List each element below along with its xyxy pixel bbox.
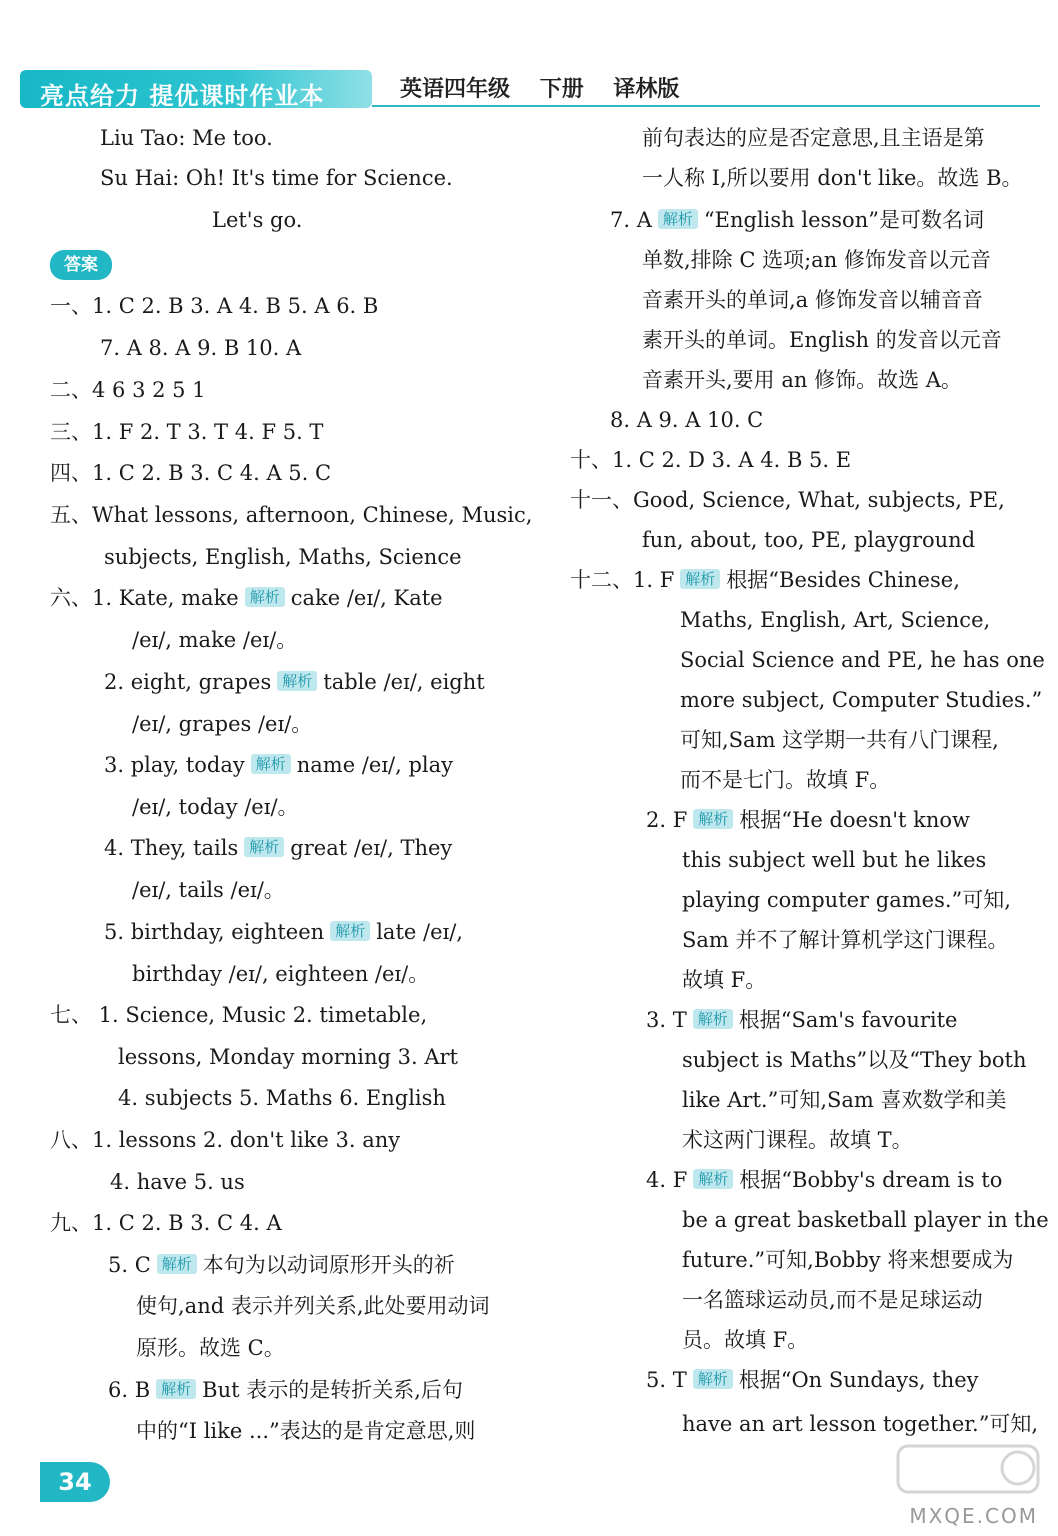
answer-line: 术这两门课程。故填 T。 [682, 1128, 913, 1152]
answer-line: 4. subjects 5. Maths 6. English [118, 1086, 446, 1110]
answer-line: subjects, English, Maths, Science [104, 545, 462, 569]
answer-line: 2. F 解析 根据“He doesn't know [646, 808, 971, 832]
watermark-text: MXQE.COM [909, 1504, 1038, 1528]
answer-line: be a great basketball player in the [682, 1208, 1049, 1232]
answer-line: future.”可知,Bobby 将来想要成为 [682, 1248, 1014, 1272]
answer-line: 3. T 解析 根据“Sam's favourite [646, 1008, 958, 1032]
answer-line: 七、 1. Science, Music 2. timetable, [50, 1003, 428, 1027]
answer-line: /eɪ/, tails /eɪ/。 [132, 878, 285, 902]
answer-line: this subject well but he likes [682, 848, 987, 872]
answer-line: 2. eight, grapes 解析 table /eɪ/, eight [104, 670, 485, 694]
answer-line: 故填 F。 [682, 968, 767, 992]
answer-line: 6. B 解析 But 表示的是转折关系,后句 [108, 1378, 463, 1402]
header-subject: 英语四年级 [400, 77, 511, 102]
answer-line: 六、1. Kate, make 解析 cake /eɪ/, Kate [50, 586, 443, 610]
answer-line: Maths, English, Art, Science, [680, 608, 991, 632]
answer-badge: 答案 [50, 250, 112, 280]
analysis-tag: 解析 [156, 1379, 196, 1399]
answer-line: Sam 并不了解计算机学这门课程。 [682, 928, 1009, 952]
text-line: Let's go. [212, 208, 303, 232]
answer-line: 7. A 解析 “English lesson”是可数名词 [610, 208, 984, 232]
answer-line: birthday /eɪ/, eighteen /eɪ/。 [132, 962, 430, 986]
header-title: 亮点给力 提优课时作业本 [40, 82, 325, 110]
analysis-tag: 解析 [245, 587, 285, 607]
answer-line: 三、1. F 2. T 3. T 4. F 5. T [50, 420, 324, 444]
analysis-tag: 解析 [693, 1369, 733, 1389]
answer-line: 4. F 解析 根据“Bobby's dream is to [646, 1168, 1003, 1192]
analysis-tag: 解析 [693, 1169, 733, 1189]
analysis-tag: 解析 [680, 569, 720, 589]
header-volume: 下册 [539, 77, 584, 102]
answer-line: 3. play, today 解析 name /eɪ/, play [104, 753, 453, 777]
analysis-tag: 解析 [658, 209, 698, 229]
answer-line: 音素开头,要用 an 修饰。故选 A。 [642, 368, 962, 392]
answer-line: 5. T 解析 根据“On Sundays, they [646, 1368, 979, 1392]
answer-line: 5. C 解析 本句为以动词原形开头的祈 [108, 1253, 455, 1277]
answer-line: 可知,Sam 这学期一共有八门课程, [680, 728, 999, 752]
answer-line: 中的“I like ...”表达的是肯定意思,则 [136, 1419, 476, 1443]
answer-line: Social Science and PE, he has one [680, 648, 1045, 672]
analysis-tag: 解析 [251, 754, 291, 774]
answer-line: 4. have 5. us [110, 1170, 245, 1194]
answer-line: 五、What lessons, afternoon, Chinese, Music, [50, 503, 533, 527]
page-number: 34 [40, 1462, 110, 1502]
answer-line: 素开头的单词。English 的发音以元音 [642, 328, 1002, 352]
page-header [0, 0, 1058, 112]
answer-line: 二、4 6 3 2 5 1 [50, 378, 206, 402]
answer-line: 4. They, tails 解析 great /eɪ/, They [104, 836, 453, 860]
answer-line: /eɪ/, make /eɪ/。 [132, 628, 298, 652]
answer-line: 7. A 8. A 9. B 10. A [100, 336, 302, 360]
answer-line: fun, about, too, PE, playground [642, 528, 976, 552]
answer-line: playing computer games.”可知, [682, 888, 1011, 912]
answer-line: 十二、1. F 解析 根据“Besides Chinese, [570, 568, 960, 592]
text-line: Su Hai: Oh! It's time for Science. [100, 166, 453, 190]
analysis-tag: 解析 [244, 837, 284, 857]
answer-line: 十一、Good, Science, What, subjects, PE, [570, 488, 1005, 512]
header-edition: 译林版 [613, 77, 680, 102]
answer-line: lessons, Monday morning 3. Art [118, 1045, 458, 1069]
header-subtitle [400, 72, 701, 103]
header-rule [372, 105, 1040, 107]
answer-line: have an art lesson together.”可知, [682, 1412, 1039, 1436]
answer-line: 8. A 9. A 10. C [610, 408, 764, 432]
answer-line: subject is Maths”以及“They both [682, 1048, 1027, 1072]
answer-line: 使句,and 表示并列关系,此处要用动词 [136, 1294, 490, 1318]
answer-line: 一名篮球运动员,而不是足球运动 [682, 1288, 983, 1312]
text-line: 前句表达的应是否定意思,且主语是第 [642, 126, 985, 150]
answer-line: 5. birthday, eighteen 解析 late /eɪ/, [104, 920, 463, 944]
answer-line: 八、1. lessons 2. don't like 3. any [50, 1128, 401, 1152]
analysis-tag: 解析 [693, 809, 733, 829]
text-line: Liu Tao: Me too. [100, 126, 273, 150]
answer-line: 员。故填 F。 [682, 1328, 809, 1352]
answer-line: 十、1. C 2. D 3. A 4. B 5. E [570, 448, 852, 472]
answer-line: /eɪ/, grapes /eɪ/。 [132, 712, 313, 736]
answer-line: like Art.”可知,Sam 喜欢数学和美 [682, 1088, 1007, 1112]
analysis-tag: 解析 [693, 1009, 733, 1029]
answer-line: 音素开头的单词,a 修饰发音以辅音音 [642, 288, 983, 312]
answer-line: 单数,排除 C 选项;an 修饰发音以元音 [642, 248, 991, 272]
analysis-tag: 解析 [330, 921, 370, 941]
answer-line: 一、1. C 2. B 3. A 4. B 5. A 6. B [50, 294, 379, 318]
answer-line: more subject, Computer Studies.” [680, 688, 1043, 712]
answer-line: 九、1. C 2. B 3. C 4. A [50, 1211, 282, 1235]
answer-line: 而不是七门。故填 F。 [680, 768, 891, 792]
answer-line: 四、1. C 2. B 3. C 4. A 5. C [50, 461, 332, 485]
answer-line: 原形。故选 C。 [136, 1336, 285, 1360]
analysis-tag: 解析 [277, 671, 317, 691]
answer-line: /eɪ/, today /eɪ/。 [132, 795, 299, 819]
analysis-tag: 解析 [157, 1254, 197, 1274]
text-line: 一人称 I,所以要用 don't like。故选 B。 [642, 166, 1023, 190]
